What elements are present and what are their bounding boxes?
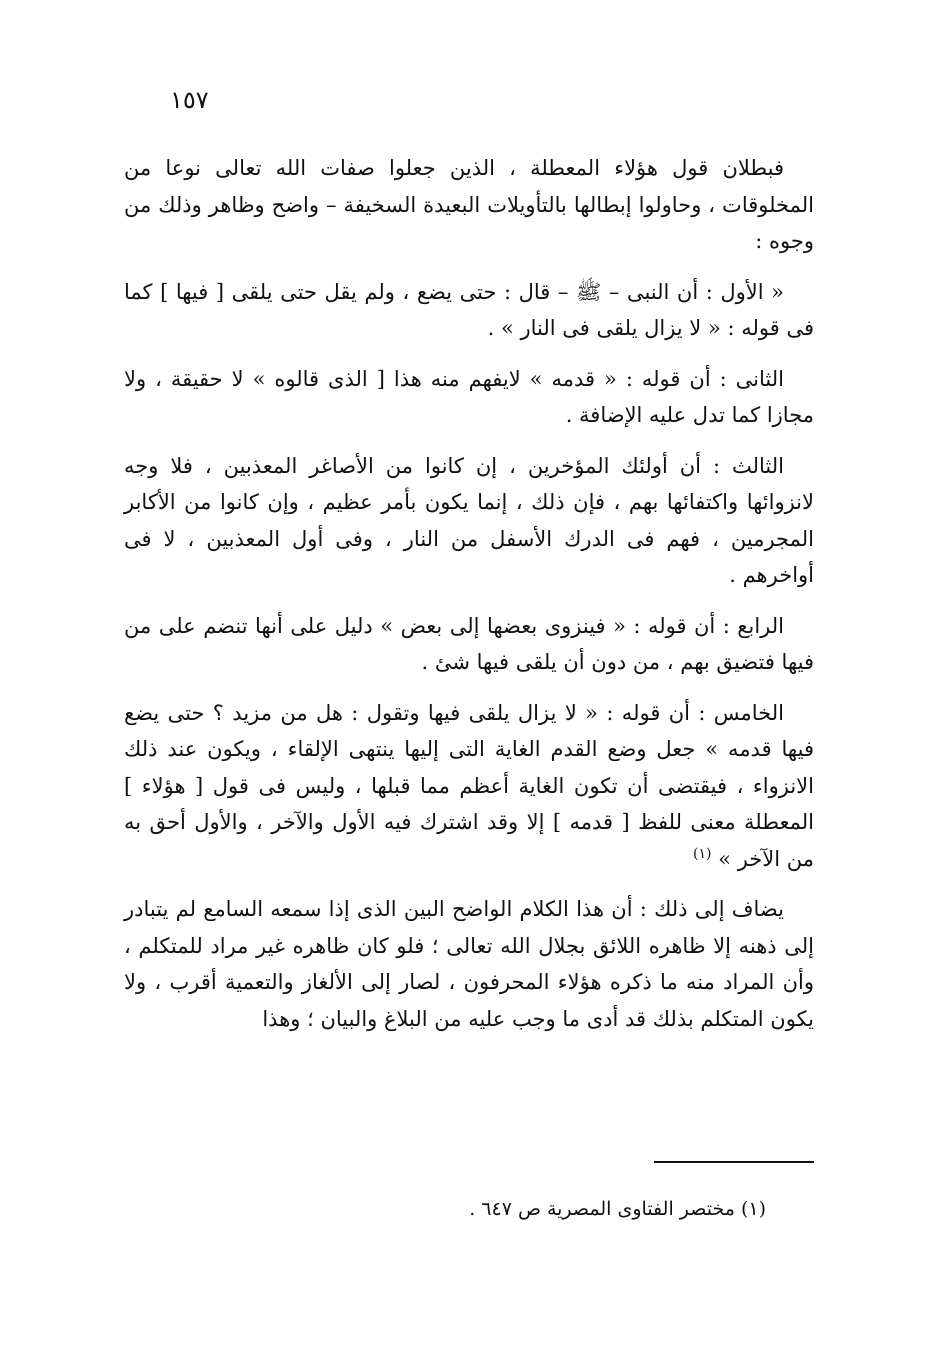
- body-text: [124, 150, 814, 1051]
- paragraph-intro: فبطلان قول هؤلاء المعطلة ، الذين جعلوا صفات الله تعالى نوعا من المخلوقات ، وحاولوا إبطالها بالتأويلات البعيدة السخيفة – واضح وظاهر وذلك من وجوه :: [124, 156, 814, 253]
- footnote-divider: [654, 1161, 814, 1163]
- paragraph-fifth-point-text: الخامس : أن قوله : « لا يزال يلقى فيها وتقول : هل من مزيد ؟ حتى يضع فيها قدمه » جعل وضع القدم الغاية التى إليها ينتهى الإلقاء ، ويكون عند ذلك الانزواء ، فيقتضى أن تكون الغاية أعظم مما قبلها ، وليس فى قول [ هؤلاء ] المعطلة معنى للفظ [ قدمه ] إلا وقد اشترك فيه الأول والآخر ، والأول أحق به من الآخر »: [124, 700, 814, 871]
- paragraph-third-point: الثالث : أن أولئك المؤخرين ، إن كانوا من الأصاغر المعذبين ، فلا وجه لانزوائها واكتفائها بهم ، فإن ذلك ، إنما يكون بأمر عظيم ، وإن كانوا من الأكابر المجرمين ، فهم فى الدرك الأسفل من النار ، وفى أول المعذبين ، لا فى أواخرهم .: [124, 453, 814, 587]
- paragraph-fourth-point: الرابع : أن قوله : « فينزوى بعضها إلى بعض » دليل على أنها تنضم على من فيها فتضيق بهم ، من دون أن يلقى فيها شئ .: [124, 613, 814, 674]
- paragraph-fifth-point: [124, 695, 814, 878]
- paragraph-conclusion: يضاف إلى ذلك : أن هذا الكلام الواضح البين الذى إذا سمعه السامع لم يتبادر إلى ذهنه إلا ظاهره اللائق بجلال الله تعالى ؛ فلو كان ظاهره غير مراد للمتكلم ، وأن المراد منه ما ذكره هؤلاء المحرفون ، لصار إلى الألغاز والتعمية أقرب ، ولا يكون المتكلم بذلك قد أدى ما وجب عليه من البلاغ والبيان ؛ وهذا: [124, 897, 814, 1031]
- page-number: ١٥٧: [170, 86, 209, 114]
- footnote-reference-marker: (١): [693, 845, 712, 862]
- paragraph-second-point: الثانى : أن قوله : « قدمه » لايفهم منه هذا [ الذى قالوه » لا حقيقة ، ولا مجازا كما تدل عليه الإضافة .: [124, 366, 814, 427]
- footnote: (١) مختصر الفتاوى المصرية ص ٦٤٧ .: [469, 1198, 766, 1220]
- paragraph-first-point: « الأول : أن النبى – ﷺ – قال : حتى يضع ، ولم يقل حتى يلقى [ فيها ] كما فى قوله : « لا يزال يلقى فى النار » .: [124, 279, 814, 340]
